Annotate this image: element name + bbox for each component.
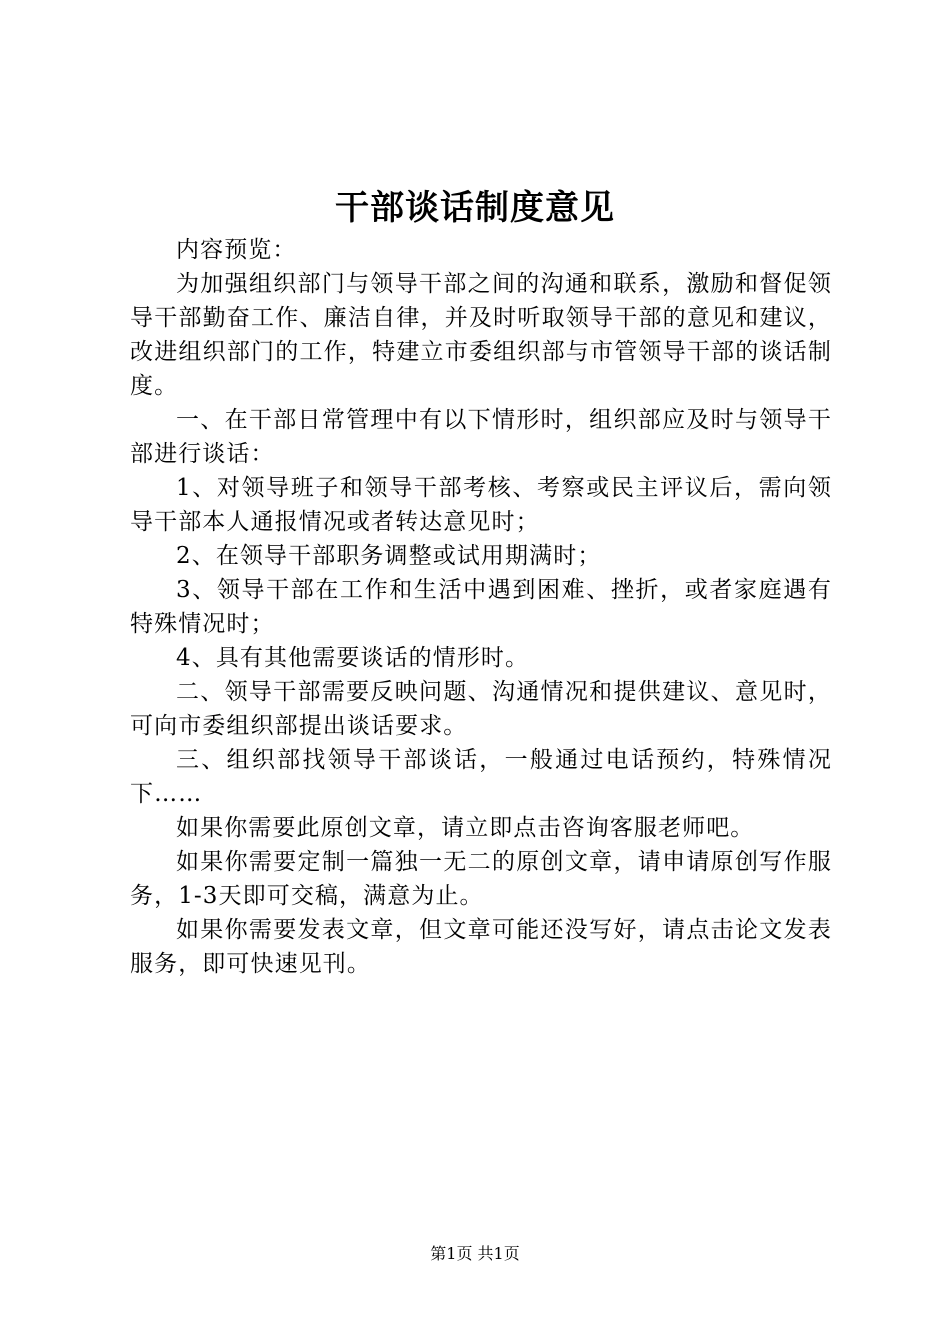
service-note-custom-writing: 如果你需要定制一篇独一无二的原创文章，请申请原创写作服务，1-3天即可交稿，满意为止。	[130, 849, 832, 909]
document-body	[130, 233, 832, 981]
list-item-4: 4、具有其他需要谈话的情形时。	[176, 645, 530, 671]
intro-paragraph: 为加强组织部门与领导干部之间的沟通和联系，激励和督促领导干部勤奋工作、廉洁自律，并及时听取领导干部的意见和建议，改进组织部门的工作，特建立市委组织部与市管领导干部的谈话制度。	[130, 271, 832, 399]
document-title: 干部谈话制度意见	[335, 188, 615, 228]
list-item-1: 1、对领导班子和领导干部考核、考察或民主评议后，需向领导干部本人通报情况或者转达意见时；	[130, 475, 832, 535]
list-item-2: 2、在领导干部职务调整或试用期满时；	[176, 543, 602, 569]
list-item-3: 3、领导干部在工作和生活中遇到困难、挫折，或者家庭遇有特殊情况时；	[130, 577, 832, 637]
section-three-paragraph: 三、组织部找领导干部谈话，一般通过电话预约，特殊情况下……	[130, 747, 832, 807]
service-note-consult: 如果你需要此原创文章，请立即点击咨询客服老师吧。	[176, 815, 755, 841]
service-note-publishing: 如果你需要发表文章，但文章可能还没写好，请点击论文发表服务，即可快速见刊。	[130, 917, 832, 977]
section-two-paragraph: 二、领导干部需要反映问题、沟通情况和提供建议、意见时，可向市委组织部提出谈话要求。	[130, 679, 832, 739]
preview-label: 内容预览：	[176, 237, 297, 263]
section-one-heading: 一、在干部日常管理中有以下情形时，组织部应及时与领导干部进行谈话：	[130, 407, 832, 467]
page-footer: 第1页 共1页	[430, 1244, 520, 1263]
